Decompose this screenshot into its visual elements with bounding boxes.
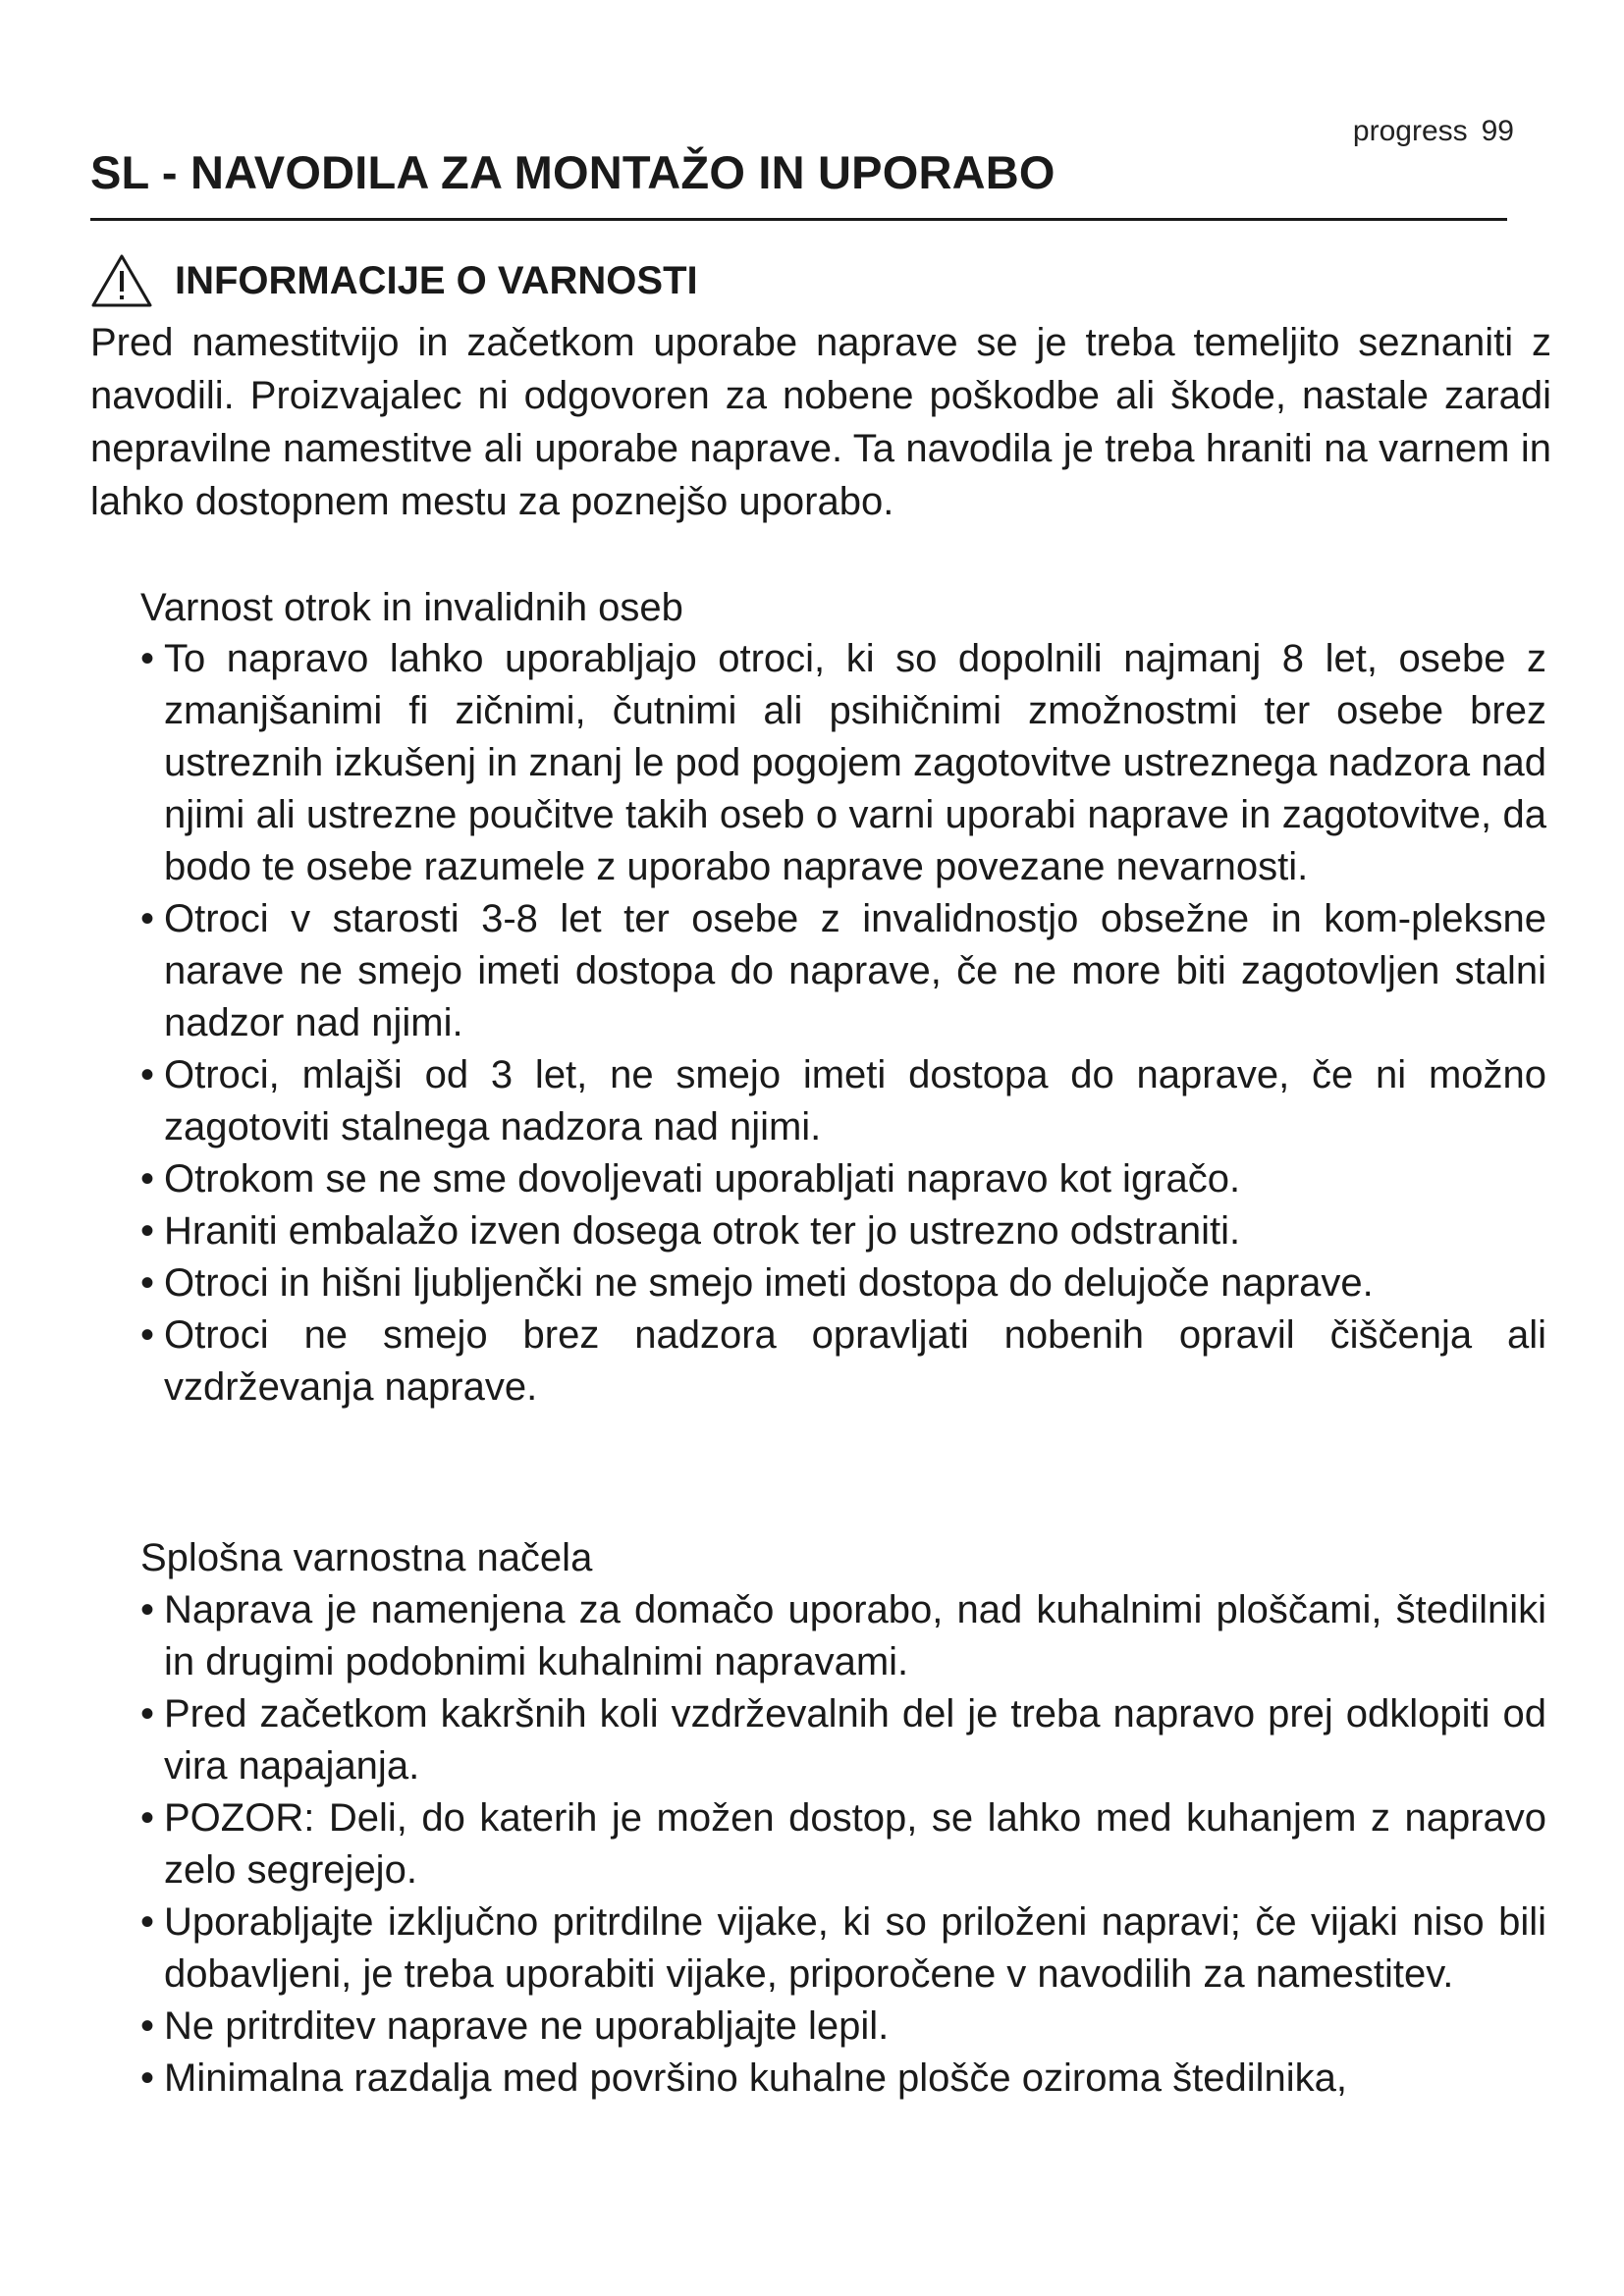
- children-safety-heading: Varnost otrok in invalidnih oseb: [140, 586, 683, 629]
- list-item: • Otroci, mlajši od 3 let, ne smejo imeti dostopa do naprave, če ni možno zagotoviti stalnega nadzora nad njimi.: [140, 1049, 1546, 1153]
- page-header-brand: [1353, 115, 1514, 148]
- list-item: • POZOR: Deli, do katerih je možen dostop, se lahko med kuhanjem z napravo zelo segrejejo.: [140, 1792, 1546, 1896]
- general-safety-heading: Splošna varnostna načela: [140, 1536, 593, 1579]
- list-item: • Otrokom se ne sme dovoljevati uporabljati napravo kot igračo.: [140, 1153, 1546, 1205]
- general-safety-list: [140, 1584, 1546, 2105]
- safety-intro-paragraph: Pred namestitvijo in začetkom uporabe naprave se je treba temeljito seznaniti z navodili. Proizvajalec ni odgovoren za nobene poškodbe ali škode, nastale zaradi nepravilne namestitve ali uporabe naprave. Ta navodila je treba hraniti na varnem in lahko dostopnem mestu za poznejšo uporabo.: [90, 321, 1551, 523]
- list-item: • Ne pritrditev naprave ne uporabljajte lepil.: [140, 2001, 1546, 2053]
- list-item: • Naprava je namenjena za domačo uporabo, nad kuhalnimi ploščami, štedilniki in drugimi podobnimi kuhalnimi napravami.: [140, 1584, 1546, 1688]
- safety-section-header: [90, 253, 698, 308]
- list-item: • Uporabljajte izključno pritrdilne vijake, ki so priloženi napravi; če vijaki niso bili dobavljeni, je treba uporabiti vijake, priporočene v navodilih za namestitev.: [140, 1896, 1546, 2001]
- list-item: • Otroci in hišni ljubljenčki ne smejo imeti dostopa do delujoče naprave.: [140, 1257, 1546, 1309]
- page-number: 99: [1481, 115, 1514, 147]
- page-title: SL - NAVODILA ZA MONTAŽO IN UPORABO: [90, 146, 1056, 198]
- list-item: • Pred začetkom kakršnih koli vzdrževalnih del je treba napravo prej odklopiti od vira napajanja.: [140, 1688, 1546, 1792]
- list-item: • Minimalna razdalja med površino kuhalne plošče oziroma štedilnika,: [140, 2053, 1546, 2105]
- safety-heading: INFORMACIJE O VARNOSTI: [175, 258, 698, 302]
- list-item: • Hraniti embalažo izven dosega otrok ter jo ustrezno odstraniti.: [140, 1205, 1546, 1257]
- list-item: • Otroci ne smejo brez nadzora opravljati nobenih opravil čiščenja ali vzdrževanja naprave.: [140, 1309, 1546, 1414]
- children-safety-list: [140, 633, 1546, 1414]
- title-divider: [90, 218, 1507, 221]
- brand-name: progress: [1352, 115, 1468, 147]
- warning-triangle-icon: [90, 253, 153, 308]
- list-item: • Otroci v starosti 3-8 let ter osebe z invalidnostjo obsežne in kom-pleksne narave ne smejo imeti dostopa do naprave, če ne more biti zagotovljen stalni nadzor nad njimi.: [140, 893, 1546, 1049]
- list-item: • To napravo lahko uporabljajo otroci, ki so dopolnili najmanj 8 let, osebe z zmanjšanimi fi zičnimi, čutnimi ali psihičnimi zmožnostmi ter osebe brez ustreznih izkušenj in znanj le pod pogojem zagotovitve ustreznega nadzora nad njimi ali ustrezne poučitve takih oseb o varni uporabi naprave in zagotovitve, da bodo te osebe razumele z uporabo naprave povezane nevarnosti.: [140, 633, 1546, 893]
